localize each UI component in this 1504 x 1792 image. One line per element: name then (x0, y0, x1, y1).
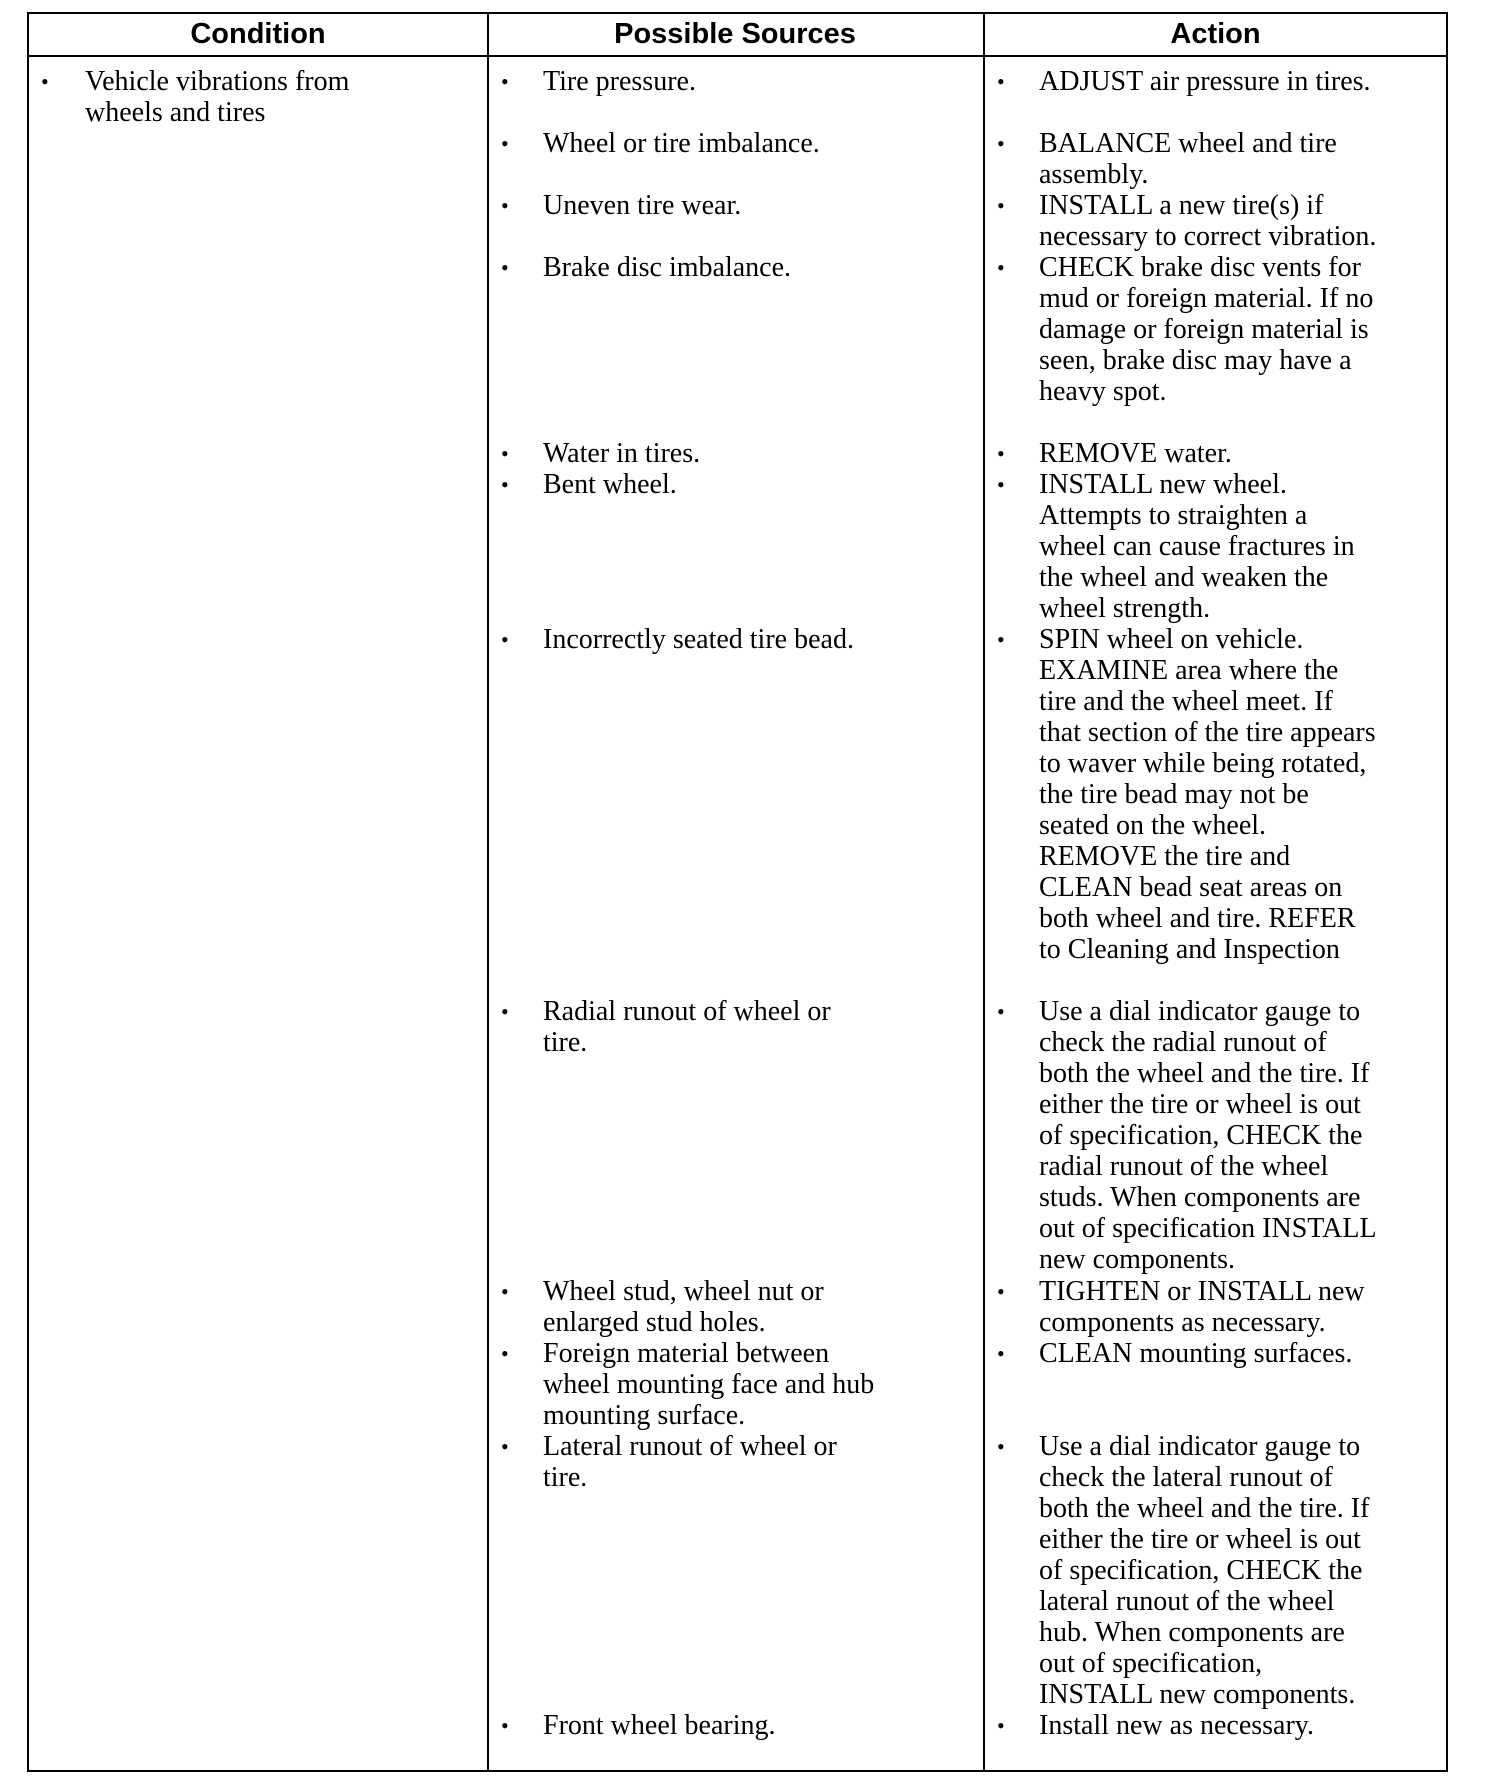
bullet-icon: • (997, 999, 1005, 1024)
source-item: Incorrectly seated tire bead. (543, 624, 854, 655)
bullet-icon: • (501, 69, 509, 94)
source-item: Water in tires. (543, 438, 701, 469)
bullet-icon: • (997, 1434, 1005, 1459)
action-item: CHECK brake disc vents for mud or foreign material. If no damage or foreign material is seen, brake disc may have a heavy spot. (1039, 252, 1374, 407)
action-item: REMOVE water. (1039, 438, 1232, 469)
source-item: Wheel stud, wheel nut or enlarged stud holes. (543, 1276, 824, 1338)
action-item: Use a dial indicator gauge to check the lateral runout of both the wheel and the tire. If either the tire or wheel is out of specification, CHECK the lateral runout of the wheel hub. When components are out of specification, INSTALL new components. (1039, 1431, 1370, 1710)
bullet-icon: • (997, 69, 1005, 94)
bullet-icon: • (997, 131, 1005, 156)
header-possible-sources: Possible Sources (614, 18, 856, 50)
bullet-icon: • (501, 999, 509, 1024)
bullet-icon: • (997, 441, 1005, 466)
bullet-icon: • (997, 472, 1005, 497)
bullet-icon: • (501, 255, 509, 280)
action-item: Install new as necessary. (1039, 1710, 1314, 1741)
action-item: Use a dial indicator gauge to check the radial runout of both the wheel and the tire. If either the tire or wheel is out of specification, CHECK the radial runout of the wheel studs. When components are out of specification INSTALL new components. (1039, 996, 1377, 1275)
bullet-icon: • (501, 472, 509, 497)
bullet-icon: • (997, 255, 1005, 280)
action-item: INSTALL new wheel. Attempts to straighten a wheel can cause fractures in the wheel and weaken the wheel strength. (1039, 469, 1355, 624)
action-item: SPIN wheel on vehicle. EXAMINE area where the tire and the wheel meet. If that section of the tire appears to waver while being rotated, the tire bead may not be seated on the wheel. REMOVE the tire and CLEAN bead seat areas on both wheel and tire. REFER to Cleaning and Inspection (1039, 624, 1376, 965)
header-action: Action (1170, 18, 1261, 50)
source-item: Tire pressure. (543, 66, 696, 97)
bullet-icon: • (997, 193, 1005, 218)
action-item: CLEAN mounting surfaces. (1039, 1338, 1353, 1369)
action-item: TIGHTEN or INSTALL new components as necessary. (1039, 1276, 1365, 1338)
column-divider (983, 14, 985, 1770)
condition-text: Vehicle vibrations from wheels and tires (85, 66, 350, 128)
bullet-icon: • (41, 69, 49, 94)
source-item: Front wheel bearing. (543, 1710, 776, 1741)
bullet-icon: • (997, 1341, 1005, 1366)
source-item: Brake disc imbalance. (543, 252, 792, 283)
bullet-icon: • (997, 1713, 1005, 1738)
bullet-icon: • (501, 441, 509, 466)
bullet-icon: • (501, 131, 509, 156)
source-item: Bent wheel. (543, 469, 677, 500)
action-item: INSTALL a new tire(s) if necessary to correct vibration. (1039, 190, 1377, 252)
source-item: Foreign material between wheel mounting face and hub mounting surface. (543, 1338, 875, 1431)
source-item: Wheel or tire imbalance. (543, 128, 820, 159)
bullet-icon: • (997, 1279, 1005, 1304)
bullet-icon: • (501, 193, 509, 218)
header-divider (29, 55, 1446, 57)
header-condition: Condition (190, 18, 326, 50)
column-divider (487, 14, 489, 1770)
source-item: Uneven tire wear. (543, 190, 742, 221)
bullet-icon: • (501, 627, 509, 652)
bullet-icon: • (501, 1341, 509, 1366)
bullet-icon: • (997, 627, 1005, 652)
source-item: Lateral runout of wheel or tire. (543, 1431, 837, 1493)
source-item: Radial runout of wheel or tire. (543, 996, 831, 1058)
action-item: BALANCE wheel and tire assembly. (1039, 128, 1337, 190)
bullet-icon: • (501, 1713, 509, 1738)
bullet-icon: • (501, 1434, 509, 1459)
diagnosis-table (27, 12, 1448, 1772)
bullet-icon: • (501, 1279, 509, 1304)
action-item: ADJUST air pressure in tires. (1039, 66, 1371, 97)
